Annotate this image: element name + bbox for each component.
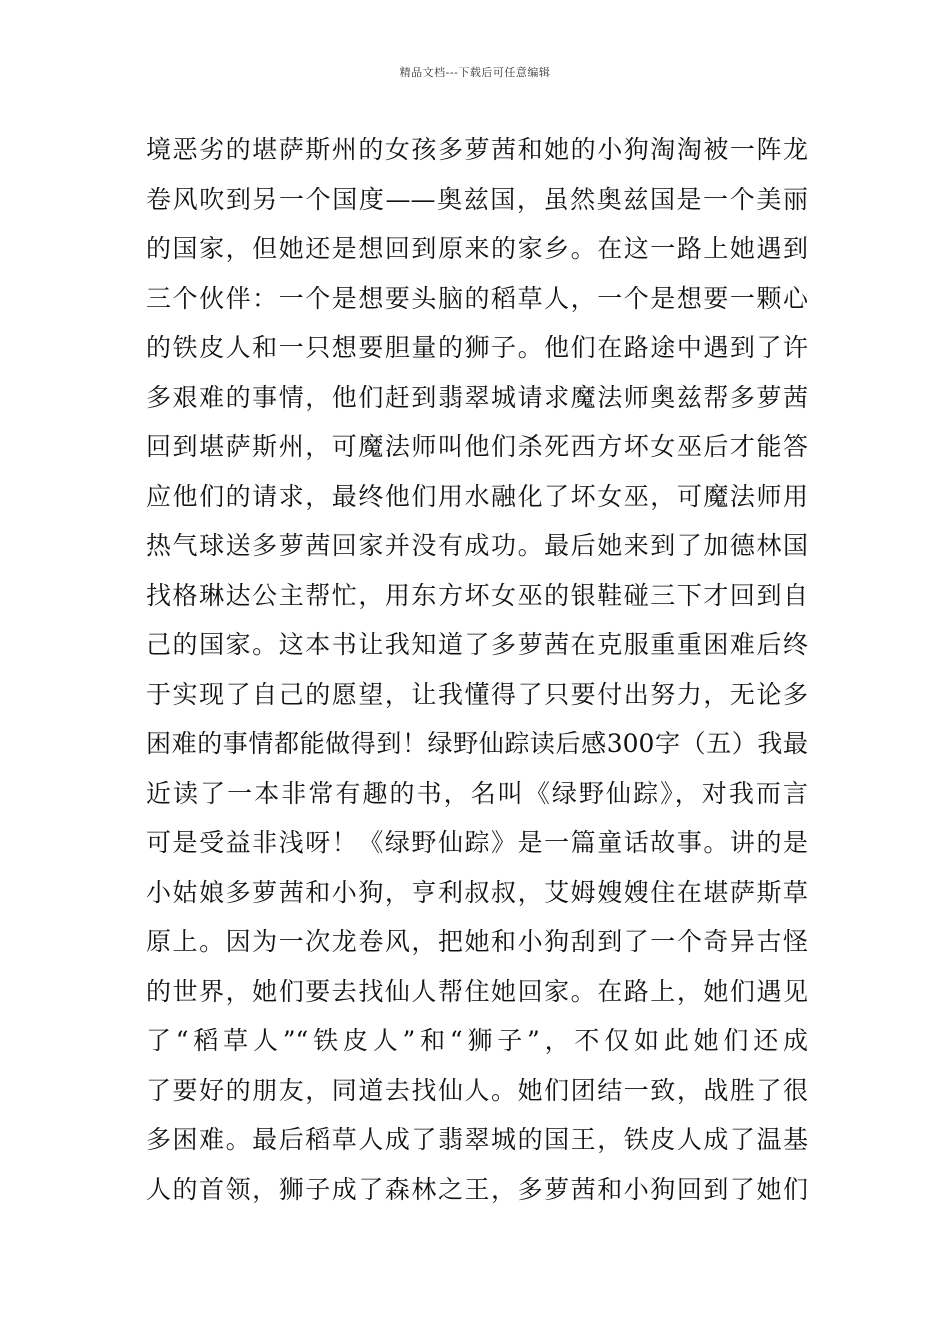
text-line: 多艰难的事情，他们赶到翡翠城请求魔法师奥兹帮多萝茜 — [146, 382, 808, 412]
text-line: 近读了一本非常有趣的书，名叫《绿野仙踪》，对我而言 — [146, 778, 808, 808]
text-line: 回到堪萨斯州，可魔法师叫他们杀死西方坏女巫后才能答 — [146, 432, 808, 461]
text-line: 己的国家。这本书让我知道了多萝茜在克服重重困难后终 — [146, 630, 808, 659]
text-line: 境恶劣的堪萨斯州的女孩多萝茜和她的小狗淘淘被一阵龙 — [146, 135, 808, 164]
text-line: 的世界，她们要去找仙人帮住她回家。在路上，她们遇见 — [146, 976, 808, 1006]
page-header: 精品文档---下载后可任意编辑 — [399, 66, 551, 79]
text-line: 多困难。最后稻草人成了翡翠城的国王，铁皮人成了温基 — [146, 1125, 808, 1154]
text-line: 困难的事情都能做得到！绿野仙踪读后感300字（五）我最 — [146, 729, 808, 758]
text-line: 的国家，但她还是想回到原来的家乡。在这一路上她遇到 — [146, 234, 808, 263]
text-line: 原上。因为一次龙卷风，把她和小狗刮到了一个奇异古怪 — [146, 927, 808, 956]
text-line: 于实现了自己的愿望，让我懂得了只要付出努力，无论多 — [146, 679, 808, 709]
text-line: 三个伙伴：一个是想要头脑的稻草人，一个是想要一颗心 — [146, 283, 808, 313]
text-line: 可是受益非浅呀！《绿野仙踪》是一篇童话故事。讲的是 — [146, 828, 808, 857]
text-line: 应他们的请求，最终他们用水融化了坏女巫，可魔法师用 — [146, 481, 808, 511]
text-line: 热气球送多萝茜回家并没有成功。最后她来到了加德林国 — [146, 531, 808, 560]
text-line: 了“稻草人”“铁皮人”和“狮子”，不仅如此她们还成 — [146, 1026, 808, 1055]
text-line: 卷风吹到另一个国度——奥兹国，虽然奥兹国是一个美丽 — [146, 184, 808, 214]
text-line: 小姑娘多萝茜和小狗，亨利叔叔，艾姆嫂嫂住在堪萨斯草 — [146, 877, 808, 907]
text-line: 人的首领，狮子成了森林之王，多萝茜和小狗回到了她们 — [146, 1174, 808, 1204]
text-line: 了要好的朋友，同道去找仙人。她们团结一致，战胜了很 — [146, 1075, 808, 1105]
body-text — [146, 125, 808, 1214]
text-line: 找格琳达公主帮忙，用东方坏女巫的银鞋碰三下才回到自 — [146, 580, 808, 610]
text-line: 的铁皮人和一只想要胆量的狮子。他们在路途中遇到了许 — [146, 333, 808, 362]
